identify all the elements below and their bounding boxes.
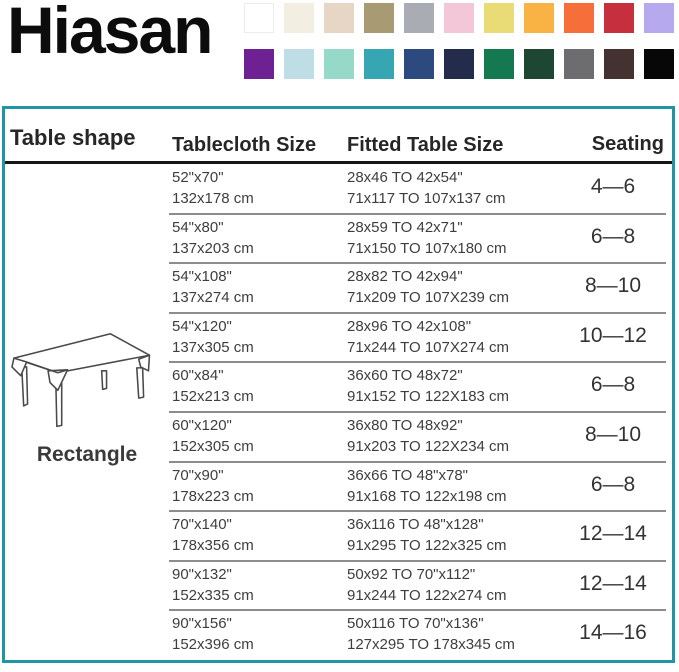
color-swatch bbox=[404, 49, 434, 79]
table-row bbox=[5, 263, 672, 313]
tablecloth-size-cell: 54"x120" 137x305 cm bbox=[172, 317, 254, 356]
color-swatch bbox=[324, 49, 354, 79]
seating-cell: 12—14 bbox=[579, 571, 647, 595]
color-swatch bbox=[444, 3, 474, 33]
row-divider bbox=[169, 461, 666, 463]
color-swatch bbox=[444, 49, 474, 79]
row-divider bbox=[169, 213, 666, 215]
color-swatch bbox=[524, 49, 554, 79]
brand-logo: Hiasan bbox=[7, 0, 212, 67]
row-divider bbox=[169, 262, 666, 264]
color-swatch bbox=[484, 3, 514, 33]
tablecloth-size-cell: 70"x140" 178x356 cm bbox=[172, 516, 254, 555]
tablecloth-size-cell: 54"x108" 137x274 cm bbox=[172, 268, 254, 307]
color-swatch-row-1 bbox=[244, 3, 674, 33]
fitted-table-size-cell: 36x60 TO 48x72" 91x152 TO 122X183 cm bbox=[347, 367, 510, 406]
color-swatch bbox=[564, 3, 594, 33]
tablecloth-size-cell: 70"x90" 178x223 cm bbox=[172, 466, 254, 505]
table-row bbox=[5, 214, 672, 264]
color-swatch bbox=[564, 49, 594, 79]
fitted-table-size-cell: 36x116 TO 48"x128" 91x295 TO 122x325 cm bbox=[347, 516, 507, 555]
seating-cell: 4—6 bbox=[590, 175, 636, 198]
tablecloth-size-cell: 52"x70" 132x178 cm bbox=[172, 169, 254, 207]
fitted-table-size-cell: 28x96 TO 42x108" 71x244 TO 107X274 cm bbox=[347, 317, 510, 356]
color-swatch bbox=[244, 49, 274, 79]
tablecloth-size-cell: 60"x120" 152x305 cm bbox=[172, 416, 254, 455]
shape-label: Rectangle bbox=[36, 443, 138, 466]
fitted-table-size-cell: 28x82 TO 42x94" 71x209 TO 107X239 cm bbox=[347, 268, 510, 307]
row-divider bbox=[169, 510, 666, 512]
table-row bbox=[5, 462, 672, 512]
row-divider bbox=[169, 411, 666, 413]
row-divider bbox=[169, 560, 666, 562]
color-swatch bbox=[284, 3, 314, 33]
color-swatch bbox=[604, 49, 634, 79]
row-divider bbox=[169, 609, 666, 611]
fitted-table-size-cell: 36x80 TO 48x92" 91x203 TO 122X234 cm bbox=[347, 416, 510, 455]
color-swatch bbox=[644, 49, 674, 79]
row-divider bbox=[169, 361, 666, 363]
table-row bbox=[5, 511, 672, 561]
color-swatch bbox=[364, 3, 394, 33]
tablecloth-size-cell: 90"x156" 152x396 cm bbox=[172, 615, 254, 654]
color-swatch bbox=[644, 3, 674, 33]
color-swatch bbox=[484, 49, 514, 79]
color-swatch bbox=[284, 49, 314, 79]
seating-cell: 8—10 bbox=[584, 422, 642, 446]
fitted-table-size-cell: 28x59 TO 42x71" 71x150 TO 107x180 cm bbox=[347, 218, 507, 257]
fitted-table-size-cell: 28x46 TO 42x54" 71x117 TO 107x137 cm bbox=[347, 169, 506, 207]
seating-cell: 6—8 bbox=[590, 224, 636, 248]
fitted-table-size-cell: 36x66 TO 48"x78" 91x168 TO 122x198 cm bbox=[347, 466, 507, 505]
header-table-shape: Table shape bbox=[10, 125, 136, 150]
header-fitted-table-size: Fitted Table Size bbox=[347, 134, 504, 156]
seating-cell: 6—8 bbox=[590, 472, 636, 496]
table-row bbox=[5, 561, 672, 611]
seating-cell: 6—8 bbox=[590, 373, 636, 397]
color-swatch bbox=[604, 3, 634, 33]
color-swatch bbox=[324, 3, 354, 33]
color-swatch bbox=[364, 49, 394, 79]
tablecloth-size-cell: 54"x80" 137x203 cm bbox=[172, 218, 254, 257]
size-chart-table bbox=[2, 106, 675, 663]
color-swatch bbox=[404, 3, 434, 33]
seating-cell: 14—16 bbox=[579, 621, 647, 645]
seating-cell: 10—12 bbox=[579, 323, 647, 347]
tablecloth-size-cell: 90"x132" 152x335 cm bbox=[172, 565, 254, 604]
color-swatch-row-2 bbox=[244, 49, 674, 79]
fitted-table-size-cell: 50x116 TO 70"x136" 127x295 TO 178x345 cm bbox=[347, 615, 515, 654]
seating-cell: 12—14 bbox=[579, 522, 647, 546]
fitted-table-size-cell: 50x92 TO 70"x112" 91x244 TO 122x274 cm bbox=[347, 565, 507, 604]
table-row bbox=[5, 164, 672, 214]
header-tablecloth-size: Tablecloth Size bbox=[172, 134, 317, 156]
tablecloth-size-cell: 60"x84" 152x213 cm bbox=[172, 367, 254, 406]
table-row bbox=[5, 610, 672, 660]
color-swatch bbox=[524, 3, 554, 33]
seating-cell: 8—10 bbox=[584, 274, 642, 298]
header-seating: Seating bbox=[591, 133, 664, 155]
rectangle-table-illustration bbox=[11, 331, 167, 435]
row-divider bbox=[169, 312, 666, 314]
color-swatch bbox=[244, 3, 274, 33]
